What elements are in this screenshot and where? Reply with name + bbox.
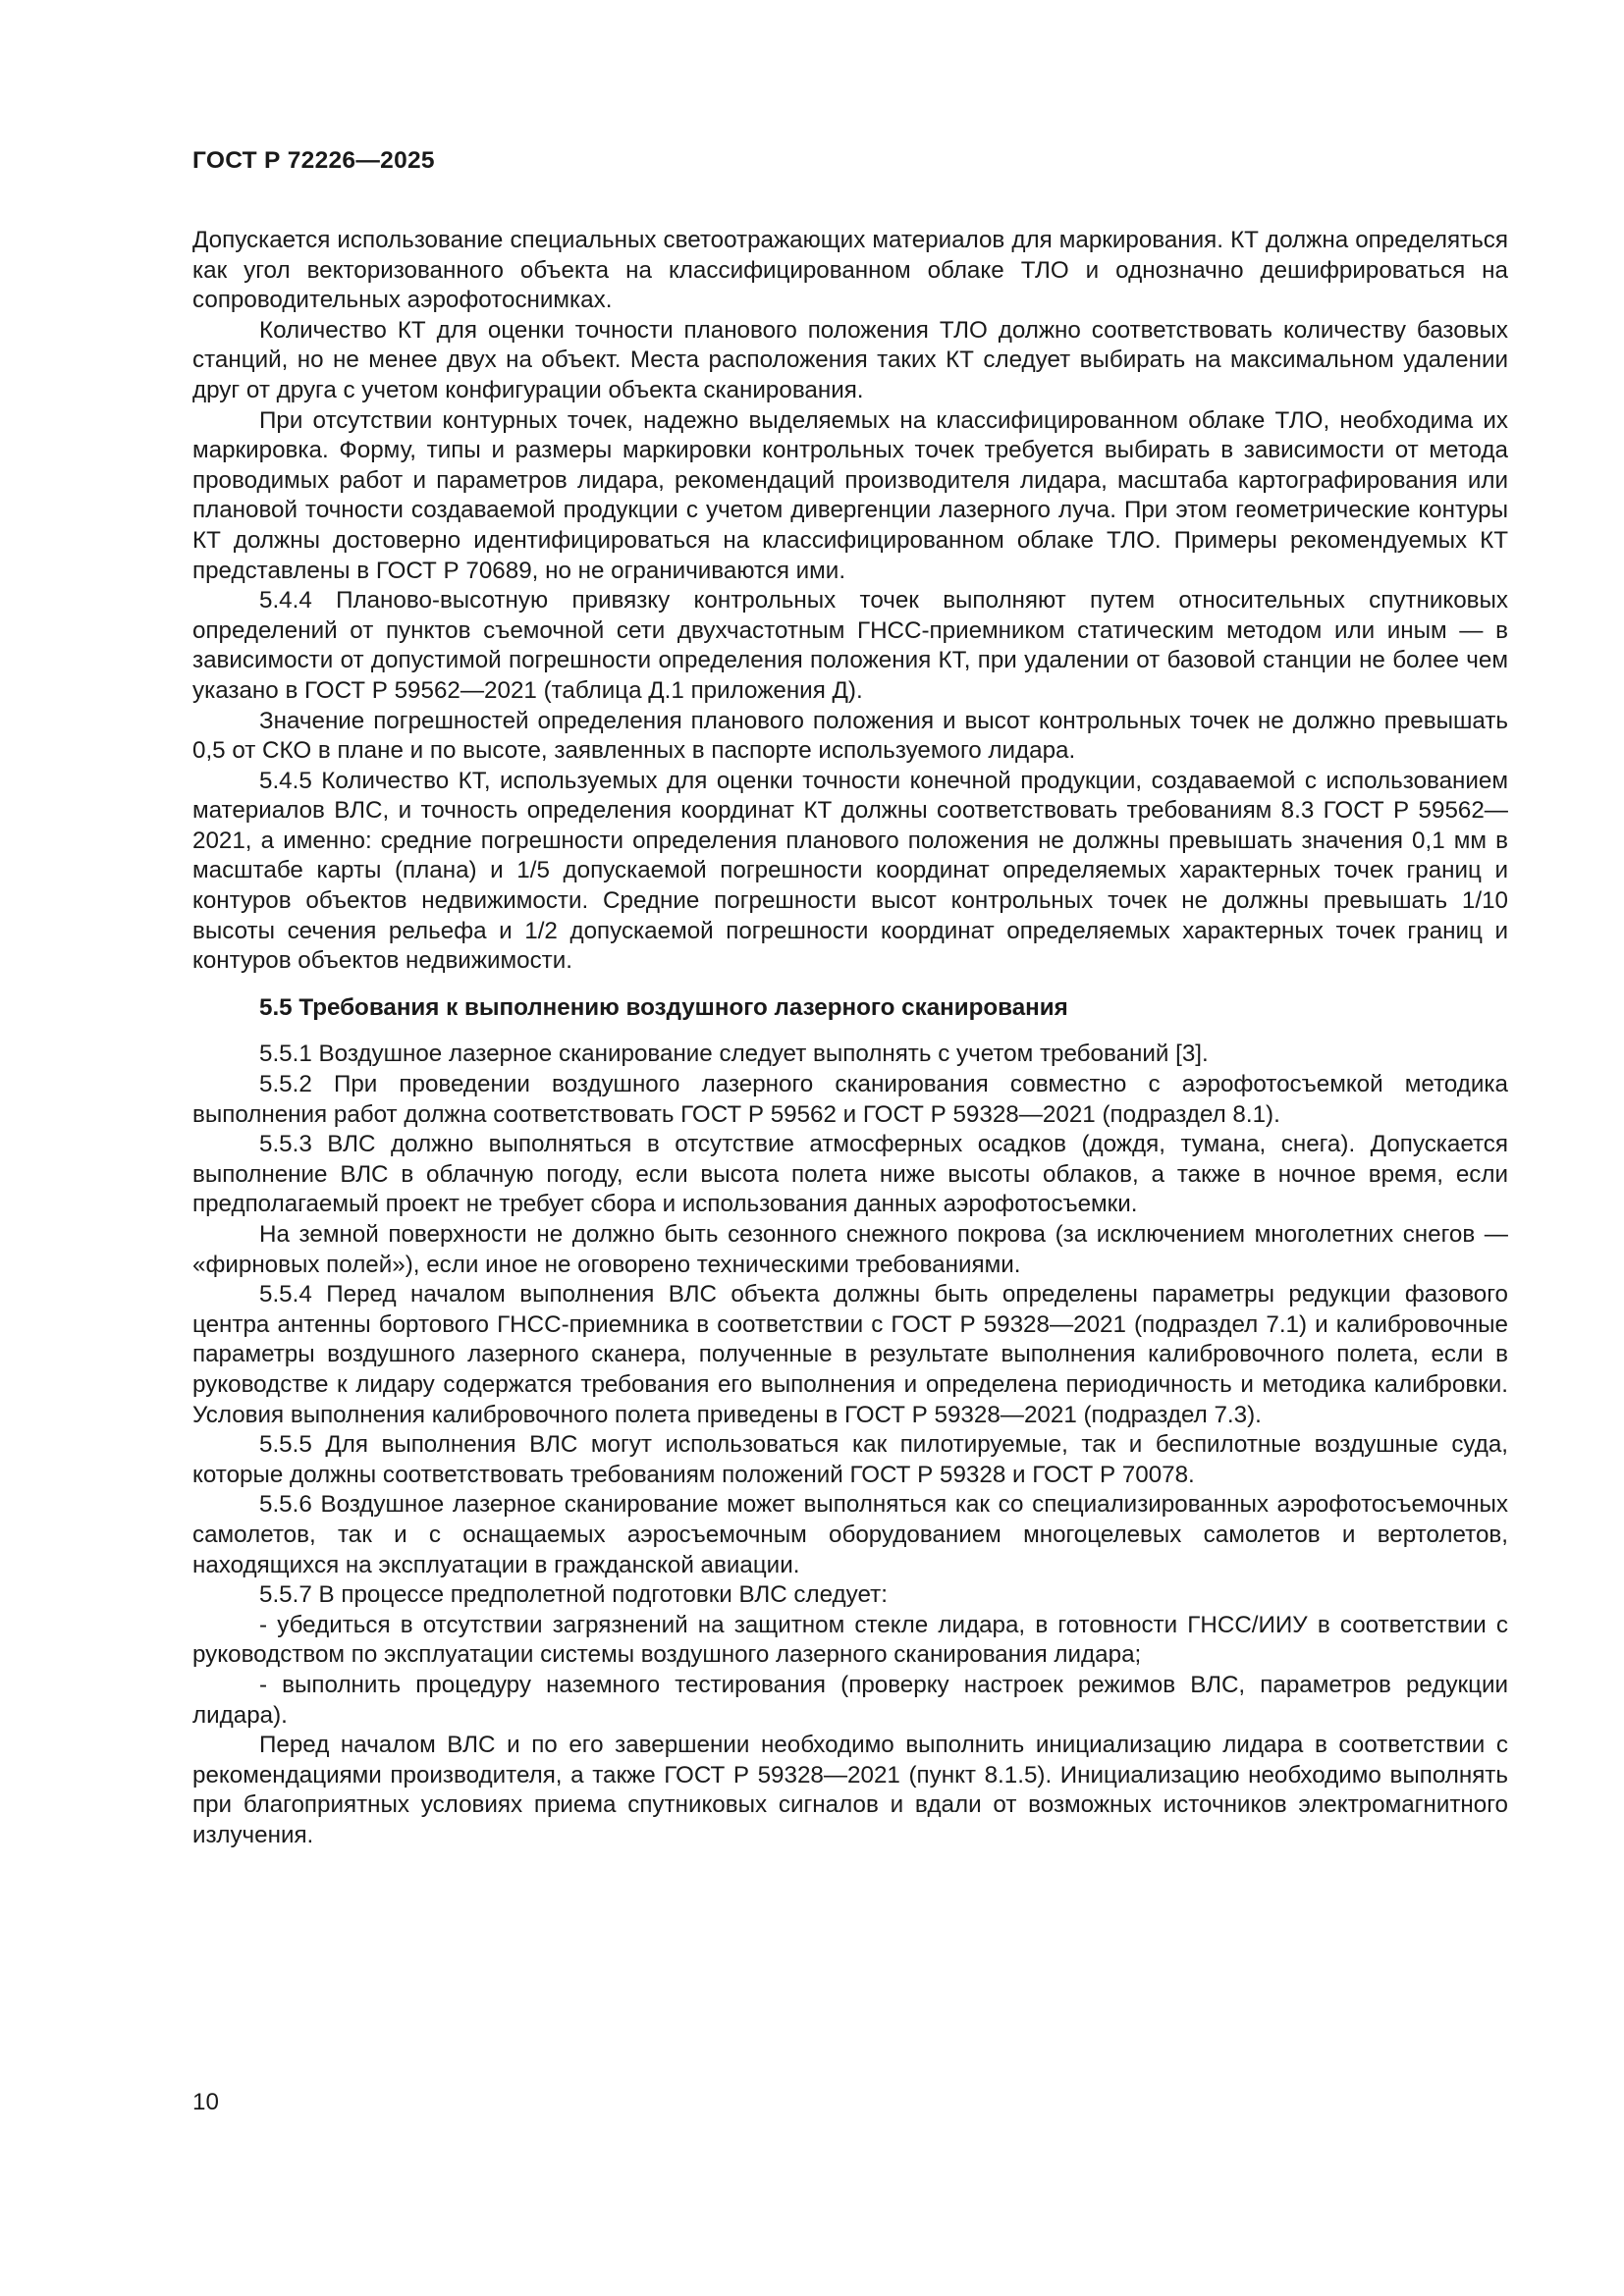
page-number: 10 (192, 2089, 219, 2115)
paragraph-lidar-initialization: Перед началом ВЛС и по его завершении необходимо выполнить инициализацию лидара в соответствии с рекомендациями производителя, а также ГОСТ Р 59328—2021 (пункт 8.1.5). Инициализацию необходимо выполнять при благоприятных условиях приема спутниковых сигналов и вдали от возможных источников электромагнитного излучения. (192, 1732, 1508, 1848)
list-item-check-lidar-glass: - убедиться в отсутствии загрязнений на защитном стекле лидара, в готовности ГНСС/ИИУ в соответствии с руководством по эксплуатации системы воздушного лазерного сканирования лидара; (192, 1611, 1508, 1669)
paragraph-error-values: Значение погрешностей определения планового положения и высот контрольных точек не должно превышать 0,5 от СКО в плане и по высоте, заявленных в паспорте используемого лидара. (192, 707, 1508, 765)
paragraph-5-5-3: 5.5.3 ВЛС должно выполняться в отсутствие атмосферных осадков (дождя, тумана, снега). Допускается выполнение ВЛС в облачную погоду, если высота полета ниже высоты облаков, а также в ночное время, если предполагаемый проект не требует сбора и использования данных аэрофотосъемки. (192, 1131, 1508, 1218)
paragraph-marking-materials: Допускается использование специальных светоотражающих материалов для маркирования. КТ должна определяться как угол векторизованного объекта на классифицированном облаке ТЛО и однозначно дешифрироваться на сопроводительных аэрофотоснимках. (192, 227, 1508, 314)
list-item-ground-testing: - выполнить процедуру наземного тестирования (проверку настроек режимов ВЛС, параметров редукции лидара). (192, 1671, 1508, 1729)
section-title-5-5: 5.5 Требования к выполнению воздушного лазерного сканирования (259, 993, 1068, 1021)
paragraph-5-5-2: 5.5.2 При проведении воздушного лазерного сканирования совместно с аэрофотосъемкой методика выполнения работ должна соответствовать ГОСТ Р 59562 и ГОСТ Р 59328—2021 (подраздел 8.1). (192, 1071, 1508, 1128)
paragraph-5-4-4: 5.4.4 Планово-высотную привязку контрольных точек выполняют путем относительных спутниковых определений от пунктов съемочной сети двухчастотным ГНСС-приемником статическим методом или иным — в зависимости от допустимой погрешности определения положения КТ, при удалении от базовой станции не более чем указано в ГОСТ Р 59562—2021 (таблица Д.1 приложения Д). (192, 587, 1508, 704)
paragraph-control-points-count: Количество КТ для оценки точности планового положения ТЛО должно соответствовать количеству базовых станций, но не менее двух на объект. Места расположения таких КТ следует выбирать на максимальном удалении друг от друга с учетом конфигурации объекта сканирования. (192, 316, 1508, 403)
document-header-id: ГОСТ Р 72226—2025 (192, 147, 435, 174)
paragraph-5-5-4: 5.5.4 Перед началом выполнения ВЛС объекта должны быть определены параметры редукции фазового центра антенны бортового ГНСС-приемника в соответствии с ГОСТ Р 59328—2021 (подраздел 7.1) и калибровочные параметры воздушного лазерного сканера, полученные в результате выполнения калибровочного полета, если в руководстве к лидару содержатся требования его выполнения и определена периодичность и методика калибровки. Условия выполнения калибровочного полета приведены в ГОСТ Р 59328—2021 (подраздел 7.3). (192, 1281, 1508, 1428)
paragraph-5-5-7: 5.5.7 В процессе предполетной подготовки ВЛС следует: (259, 1581, 888, 1609)
document-body (192, 226, 1508, 1850)
paragraph-5-5-1: 5.5.1 Воздушное лазерное сканирование следует выполнять с учетом требований [3]. (259, 1041, 1209, 1068)
paragraph-5-5-6: 5.5.6 Воздушное лазерное сканирование может выполняться как со специализированных аэрофотосъемочных самолетов, так и с оснащаемых аэросъемочным оборудованием многоцелевых самолетов и вертолетов, находящихся на эксплуатации в гражданской авиации. (192, 1491, 1508, 1578)
paragraph-5-4-5: 5.4.5 Количество КТ, используемых для оценки точности конечной продукции, создаваемой с использованием материалов ВЛС, и точность определения координат КТ должны соответствовать требованиям 8.3 ГОСТ Р 59562—2021, а именно: средние погрешности определения планового положения не должны превышать значения 0,1 мм в масштабе карты (плана) и 1/5 допускаемой погрешности координат определяемых характерных точек границ и контуров объектов недвижимости. Средние погрешности высот контрольных точек не должны превышать 1/10 высоты сечения рельефа и 1/2 допускаемой погрешности координат определяемых характерных точек границ и контуров объектов недвижимости. (192, 767, 1508, 975)
paragraph-control-points-marking: При отсутствии контурных точек, надежно выделяемых на классифицированном облаке ТЛО, необходима их маркировка. Форму, типы и размеры маркировки контрольных точек требуется выбирать в зависимости от метода проводимых работ и параметров лидара, рекомендаций производителя лидара, масштаба картографирования или плановой точности создаваемой продукции с учетом дивергенции лазерного луча. При этом геометрические контуры КТ должны достоверно идентифицироваться на классифицированном облаке ТЛО. Примеры рекомендуемых КТ представлены в ГОСТ Р 70689, но не ограничиваются ими. (192, 406, 1508, 584)
paragraph-snow-cover: На земной поверхности не должно быть сезонного снежного покрова (за исключением многолетних снегов — «фирновых полей»), если иное не оговорено техническими требованиями. (192, 1221, 1508, 1278)
paragraph-5-5-5: 5.5.5 Для выполнения ВЛС могут использоваться как пилотируемые, так и беспилотные воздушные суда, которые должны соответствовать требованиям положений ГОСТ Р 59328 и ГОСТ Р 70078. (192, 1431, 1508, 1488)
